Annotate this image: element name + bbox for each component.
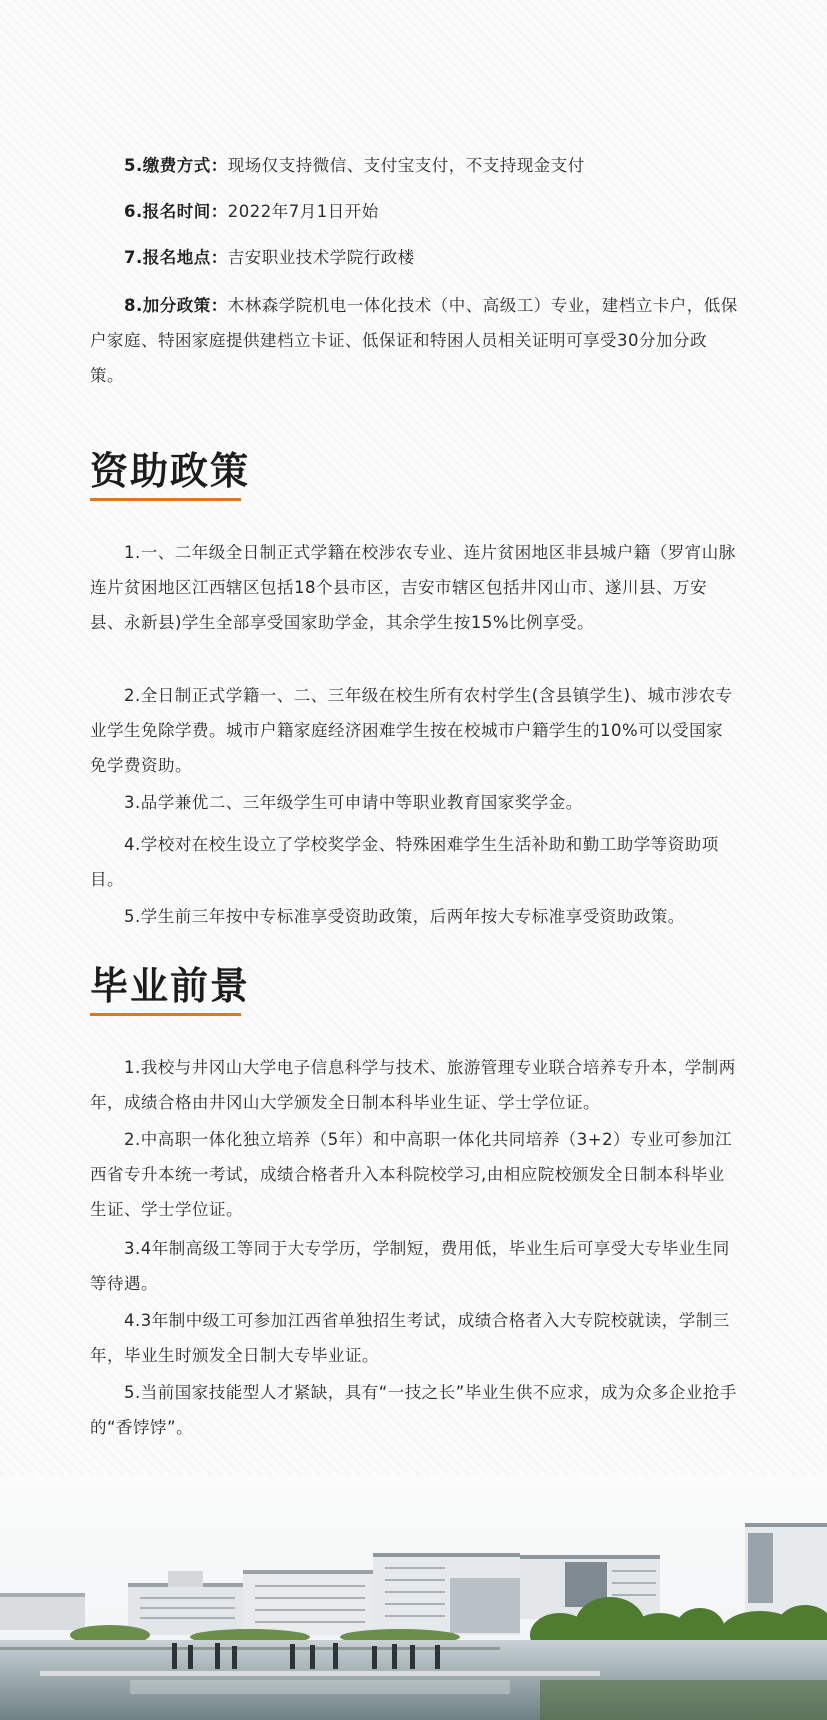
enroll-item-text: 现场仅支持微信、支付宝支付，不支持现金支付 (227, 156, 585, 175)
career-item: 3.4年制高级工等同于大专学历，学制短，费用低，毕业生后可享受大专毕业生同等待遇。 (90, 1239, 730, 1293)
career-title-underline (90, 1013, 241, 1016)
aid-item: 1.一、二年级全日制正式学籍在校涉农专业、连片贫困地区非县城户籍（罗宵山脉连片贫困地区江西辖区包括18个县市区，吉安市辖区包括井冈山市、遂川县、万安县、永新县)学生全部享受国家助学金，其余学生按15%比例享受。 (90, 543, 736, 632)
enroll-item-label: 6.报名时间： (124, 202, 228, 221)
enroll-item-label: 7.报名地点： (124, 248, 228, 267)
campus-lake-photo (0, 1475, 827, 1720)
enroll-item-label: 8.加分政策： (124, 296, 228, 315)
enroll-item-location (90, 240, 740, 275)
aid-item: 3.品学兼优二、三年级学生可申请中等职业教育国家奖学金。 (124, 793, 583, 812)
career-section-title: 毕业前景 (90, 964, 251, 1008)
enroll-item-text: 木林森学院机电一体化技术（中、高级工）专业，建档立卡户，低保户家庭、特困家庭提供建档立卡证、低保证和特困人员相关证明可享受30分加分政策。 (90, 296, 738, 385)
career-item: 1.我校与井冈山大学电子信息科学与技术、旅游管理专业联合培养专升本，学制两年，成绩合格由井冈山大学颁发全日制本科毕业生证、学士学位证。 (90, 1058, 736, 1112)
career-item: 4.3年制中级工可参加江西省单独招生考试，成绩合格者入大专院校就读，学制三年，毕业生时颁发全日制大专毕业证。 (90, 1311, 730, 1365)
enroll-item-text: 2022年7月1日开始 (227, 202, 379, 221)
aid-section-title: 资助政策 (90, 449, 251, 493)
career-item: 5.当前国家技能型人才紧缺，具有“一技之长”毕业生供不应求，成为众多企业抢手的“香饽饽”。 (90, 1383, 737, 1437)
aid-item: 5.学生前三年按中专标准享受资助政策，后两年按大专标准享受资助政策。 (124, 907, 685, 926)
career-item: 2.中高职一体化独立培养（5年）和中高职一体化共同培养（3+2）专业可参加江西省专升本统一考试，成绩合格者升入本科院校学习,由相应院校颁发全日制本科毕业生证、学士学位证。 (90, 1130, 733, 1219)
enroll-item-bonus (90, 288, 740, 393)
enroll-item-label: 5.缴费方式： (124, 156, 228, 175)
aid-item: 2.全日制正式学籍一、二、三年级在校生所有农村学生(含县镇学生)、城市涉农专业学生免除学费。城市户籍家庭经济困难学生按在校城市户籍学生的10%可以受国家免学费资助。 (90, 686, 733, 775)
enroll-item-payment (90, 148, 740, 183)
enroll-item-text: 吉安职业技术学院行政楼 (227, 248, 415, 267)
aid-item: 4.学校对在校生设立了学校奖学金、特殊困难学生生活补助和勤工助学等资助项目。 (90, 835, 719, 889)
enroll-item-time (90, 194, 740, 229)
aid-title-underline (90, 498, 241, 501)
